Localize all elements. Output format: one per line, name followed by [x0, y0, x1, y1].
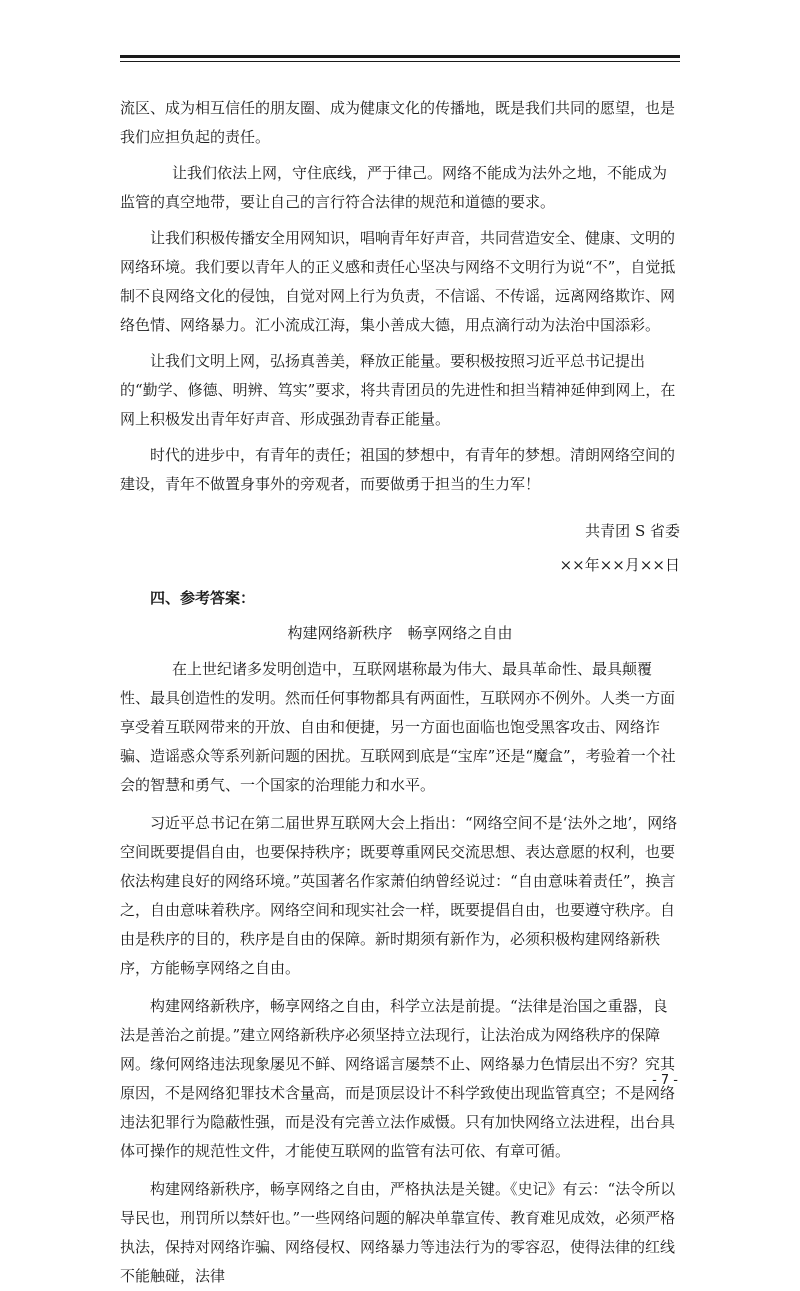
article-paragraph-1: 在上世纪诸多发明创造中，互联网堪称最为伟大、最具革命性、最具颠覆性、最具创造性的发明。然而任何事物都具有两面性，互联网亦不例外。人类一方面享受着互联网带来的开放、自由和便捷，另一方面也面临也饱受黑客攻击、网络诈骗、造谣惑众等系列新问题的困扰。互联网到底是“宝库”还是“魔盒”，考验着一个社会的智慧和勇气、一个国家的治理能力和水平。 — [120, 660, 676, 794]
page-number: - 7 - — [652, 1073, 678, 1088]
article-title: 构建网络新秩序 畅享网络之自由 — [287, 624, 513, 642]
signature-org: 共青团 S 省委 — [585, 522, 680, 540]
header-rule-thick — [120, 55, 680, 58]
signature-date: ××年××月××日 — [559, 556, 680, 574]
section-heading: 四、参考答案： — [150, 589, 256, 607]
paragraph-3: 让我们积极传播安全用网知识，唱响青年好声音，共同营造安全、健康、文明的网络环境。我们要以青年人的正义感和责任心坚决与网络不文明行为说“不”，自觉抵制不良网络文化的侵蚀，自觉对网上行为负责，不信谣、不传谣，远离网络欺诈、网络色情、网络暴力。汇小流成江海，集小善成大德，用点滴行动为法治中国添彩。 — [120, 229, 676, 334]
paragraph-5: 时代的进步中，有青年的责任；祖国的梦想中，有青年的梦想。清朗网络空间的建设，青年不做置身事外的旁观者，而要做勇于担当的生力军！ — [120, 446, 676, 493]
paragraph-4: 让我们文明上网，弘扬真善美，释放正能量。要积极按照习近平总书记提出的“勤学、修德、明辨、笃实”要求，将共青团员的先进性和担当精神延伸到网上，在网上积极发出青年好声音、形成强劲青春正能量。 — [120, 352, 676, 428]
header-rule-thin — [120, 61, 680, 62]
paragraph-1: 流区、成为相互信任的朋友圈、成为健康文化的传播地，既是我们共同的愿望，也是我们应担负起的责任。 — [120, 99, 676, 146]
article-paragraph-3: 构建网络新秩序，畅享网络之自由，科学立法是前提。“法律是治国之重器，良法是善治之前提。”建立网络新秩序必须坚持立法现行，让法治成为网络秩序的保障网。缘何网络违法现象屡见不鲜、网络谣言屡禁不止、网络暴力色情层出不穷？究其原因，不是网络犯罪技术含量高，而是顶层设计不科学致使出现监管真空；不是网络违法犯罪行为隐蔽性强，而是没有完善立法作威慑。只有加快网络立法进程，出台具体可操作的规范性文件，才能使互联网的监管有法可依、有章可循。 — [120, 997, 676, 1160]
article-paragraph-4: 构建网络新秩序，畅享网络之自由，严格执法是关键。《史记》有云：“法令所以导民也，刑罚所以禁奸也。”一些网络问题的解决单靠宣传、教育难见成效，必须严格执法，保持对网络诈骗、网络侵权、网络暴力等违法行为的零容忍，使得法律的红线不能触碰，法律 — [120, 1180, 676, 1285]
article-paragraph-2: 习近平总书记在第二届世界互联网大会上指出：“网络空间不是‘法外之地’，网络空间既要提倡自由，也要保持秩序；既要尊重网民交流思想、表达意愿的权利，也要依法构建良好的网络环境。”英国著名作家萧伯纳曾经说过：“自由意味着责任”，换言之，自由意味着秩序。网络空间和现实社会一样，既要提倡自由，也要遵守秩序。自由是秩序的目的，秩序是自由的保障。新时期须有新作为，必须积极构建网络新秩序，方能畅享网络之自由。 — [120, 814, 678, 977]
paragraph-2: 让我们依法上网，守住底线，严于律己。网络不能成为法外之地，不能成为监管的真空地带，要让自己的言行符合法律的规范和道德的要求。 — [120, 164, 668, 211]
document-body — [120, 94, 680, 1291]
